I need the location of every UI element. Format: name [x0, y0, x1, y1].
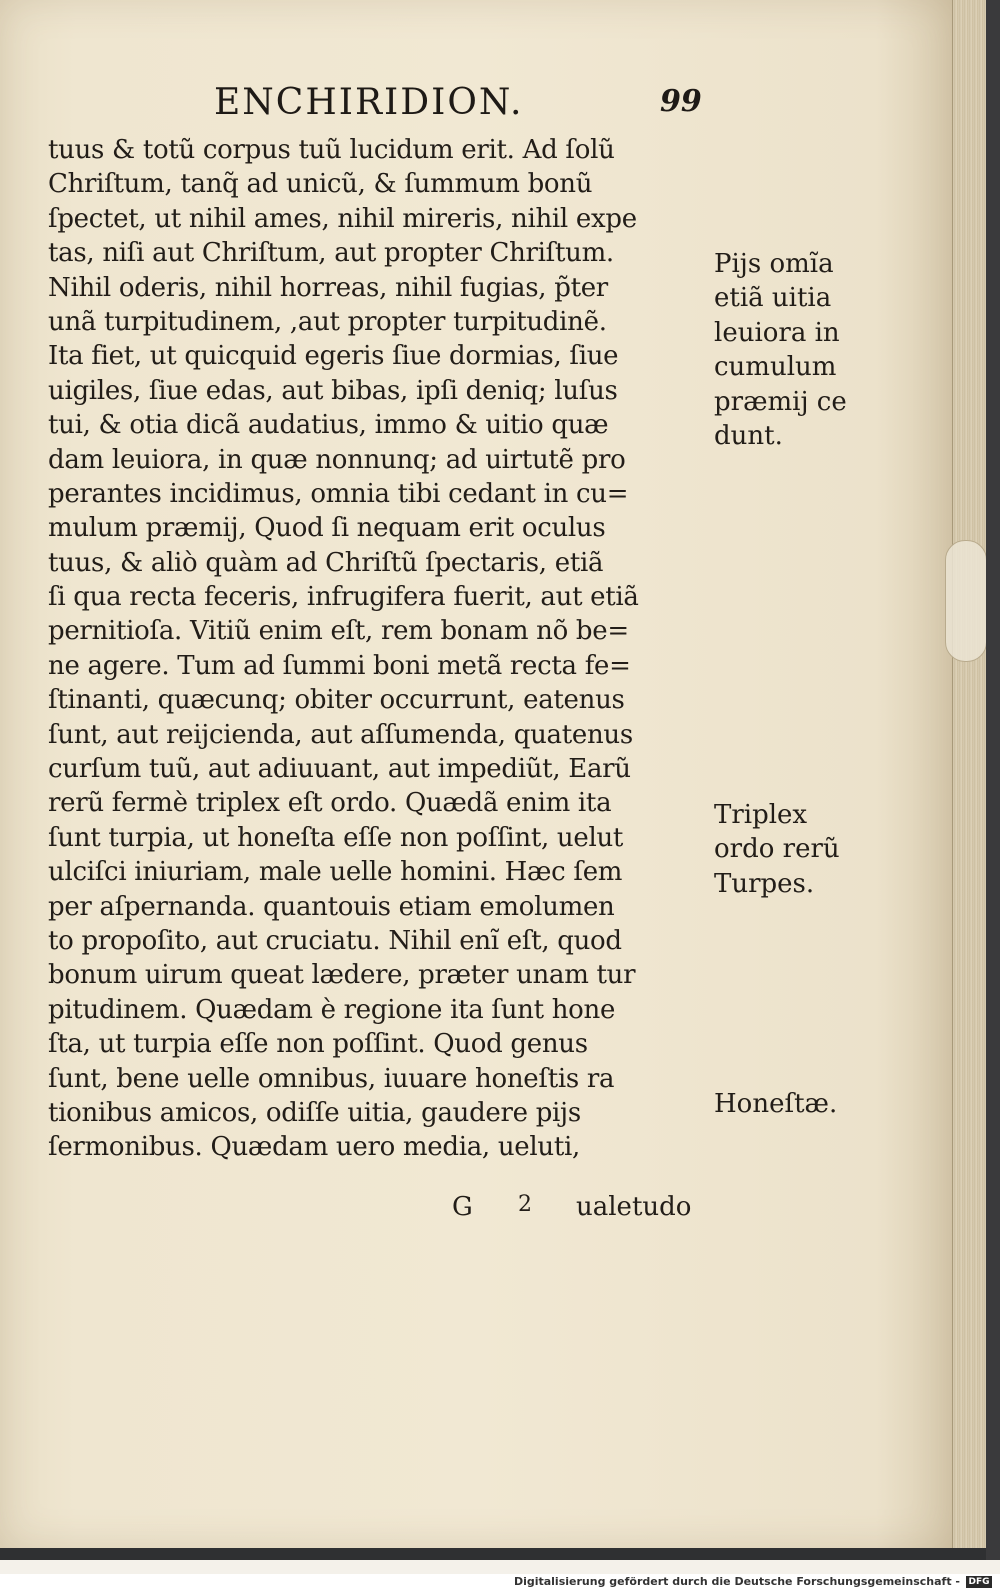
margin-note-line: leuiora in [714, 317, 840, 348]
margin-note-line: cumulum [714, 352, 837, 383]
margin-note-line: ordo rerũ [714, 834, 840, 865]
text-line: perantes incidimus, omnia tibi cedant in cu= [48, 478, 629, 509]
margin-note-line: præmij ce [714, 386, 847, 417]
text-line: pitudinem. Quædam è regione ita ſunt hone [48, 994, 616, 1025]
text-line: unã turpitudinem, ,aut propter turpitudinẽ. [48, 306, 607, 337]
footer-bar [0, 1574, 1000, 1591]
margin-note-line: dunt. [714, 420, 783, 451]
margin-note-line: etiã uitia [714, 283, 832, 314]
text-line: ſi qua recta feceris, infrugifera fuerit, aut etiã [48, 582, 639, 613]
margin-note-line: Pijs omĩa [714, 249, 834, 279]
text-line: tuus, & aliò quàm ad Chriſtũ ſpectaris, etiã [48, 547, 604, 578]
body-text [48, 133, 728, 1165]
text-line: tionibus amicos, odiſſe uitia, gaudere pijs [48, 1097, 581, 1128]
text-line: ſpectet, ut nihil ames, nihil mireris, nihil expe [48, 203, 637, 234]
margin-note-line: Triplex [714, 800, 808, 830]
text-line: ſunt, bene uelle omnibus, iuuare honeſtis ra [48, 1063, 615, 1094]
text-line: to propoſito, aut cruciatu. Nihil enĩ eſt, quod [48, 925, 622, 956]
text-line: tui, & otia dicã audatius, immo & uitio quæ [48, 410, 609, 441]
funding-credit: Digitalisierung gefördert durch die Deutsche Forschungsgemeinschaft - [513, 1575, 960, 1588]
text-line: tuus & totũ corpus tuũ lucidum erit. Ad ſolũ [48, 135, 615, 165]
text-line: Chriſtum, tanq̃ ad unicũ, & ſummum bonũ [48, 169, 593, 200]
running-title: ENCHIRIDION. [214, 82, 524, 123]
text-line: uigiles, ſiue edas, aut bibas, ipſi deniq; luſus [48, 375, 618, 406]
text-line: pernitioſa. Vitiũ enim eſt, rem bonam nõ be= [48, 616, 629, 647]
margin-note-line: Honeſtæ. [714, 1089, 838, 1119]
text-line: ſta, ut turpia eſſe non poſſint. Quod genus [48, 1029, 588, 1060]
text-line: Nihil oderis, nihil horreas, nihil fugias, p̃ter [48, 272, 608, 303]
text-line: ſermonibus. Quædam uero media, ueluti, [48, 1132, 580, 1163]
running-head [0, 82, 952, 132]
text-line: ſtinanti, quæcunq; obiter occurrunt, eatenus [48, 685, 625, 716]
text-line: ſunt turpia, ut honeſta eſſe non poſſint, uelut [48, 822, 624, 853]
signature-letter: G [452, 1192, 473, 1222]
text-line: per aſpernanda. quantouis etiam emolumen [48, 891, 615, 922]
text-line: ne agere. Tum ad ſummi boni metã recta fe= [48, 650, 631, 681]
catchword: ualetudo [576, 1192, 692, 1222]
dfg-logo: DFG [966, 1576, 992, 1588]
text-line: tas, niſi aut Chriſtum, aut propter Chriſtum. [48, 238, 614, 269]
margin-note [714, 1087, 837, 1121]
text-line: mulum præmij, Quod ſi nequam erit oculus [48, 513, 606, 544]
page-fore-edge [952, 0, 987, 1548]
text-line: ſunt, aut reijcienda, aut aſſumenda, quatenus [48, 719, 633, 750]
text-line: dam leuiora, in quæ nonnunq; ad uirtutẽ pro [48, 444, 626, 475]
margin-note-line: Turpes. [714, 868, 815, 899]
text-line: curſum tuũ, aut adiuuant, aut impediũt, Earũ [48, 754, 631, 785]
clasp-marker [945, 540, 987, 662]
margin-note [714, 247, 847, 453]
text-line: ulciſci iniuriam, male uelle homini. Hæc ſem [48, 857, 623, 888]
book-cover-edge [986, 0, 1000, 1560]
signature-number: 2 [518, 1192, 532, 1217]
text-line: bonum uirum queat lædere, præter unam tur [48, 960, 636, 991]
text-line: Ita fiet, ut quicquid egeris ſiue dormias, ſiue [48, 341, 619, 372]
folio-number: 99 [660, 84, 702, 119]
text-line: rerũ fermè triplex eſt ordo. Quædã enim ita [48, 788, 612, 819]
margin-note [714, 798, 840, 901]
